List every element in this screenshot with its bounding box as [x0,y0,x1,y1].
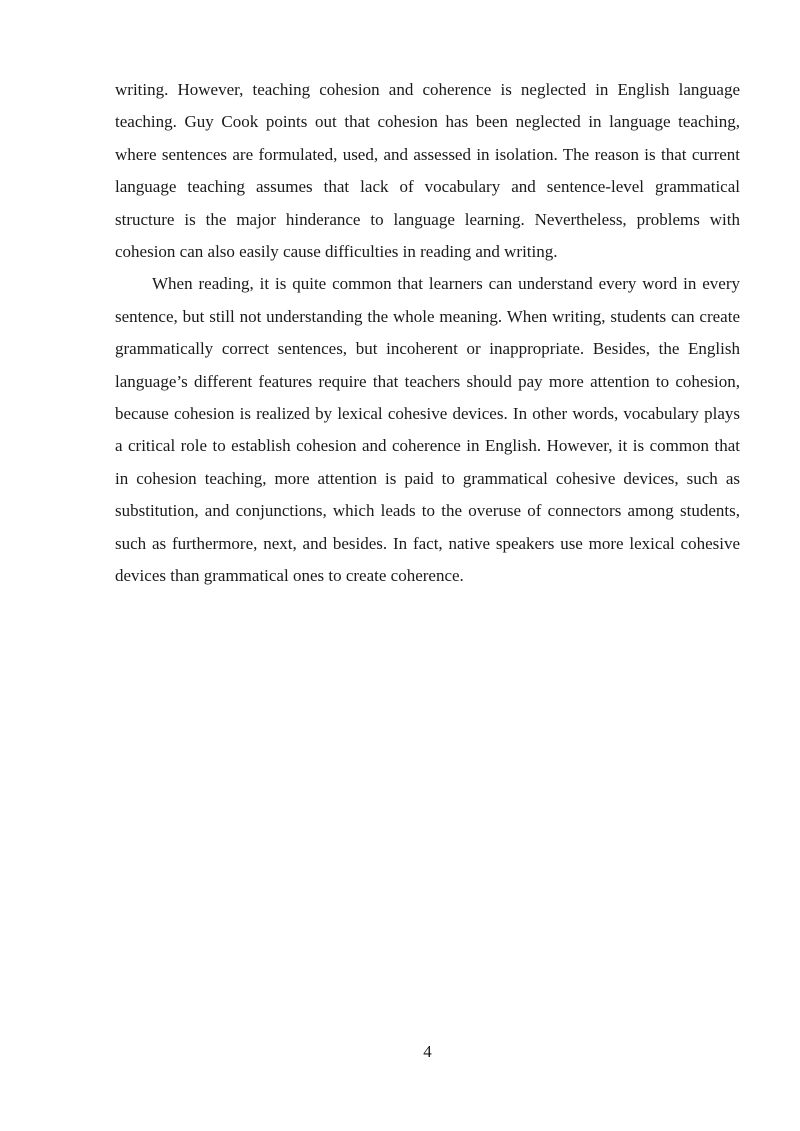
body-text [115,74,740,593]
page-number: 4 [423,1042,432,1061]
paragraph-reading-writing: When reading, it is quite common that learners can understand every word in every sentence, but still not understanding the whole meaning. When writing, students can create grammatically correct sentences, but incoherent or inappropriate. Besides, the English language’s different features require that teachers should pay more attention to cohesion, because cohesion is realized by lexical cohesive devices. In other words, vocabulary plays a critical role to establish cohesion and coherence in English. However, it is common that in cohesion teaching, more attention is paid to grammatical cohesive devices, such as substitution, and conjunctions, which leads to the overuse of connectors among students, such as furthermore, next, and besides. In fact, native speakers use more lexical cohesive devices than grammatical ones to create coherence. [115,274,740,586]
paragraph-continued: writing. However, teaching cohesion and coherence is neglected in English language teaching. Guy Cook points out that cohesion has been neglected in language teaching, where sentences are formulated, used, and assessed in isolation. The reason is that current language teaching assumes that lack of vocabulary and sentence-level grammatical structure is the major hinderance to language learning. Nevertheless, problems with cohesion can also easily cause difficulties in reading and writing. [115,80,740,262]
